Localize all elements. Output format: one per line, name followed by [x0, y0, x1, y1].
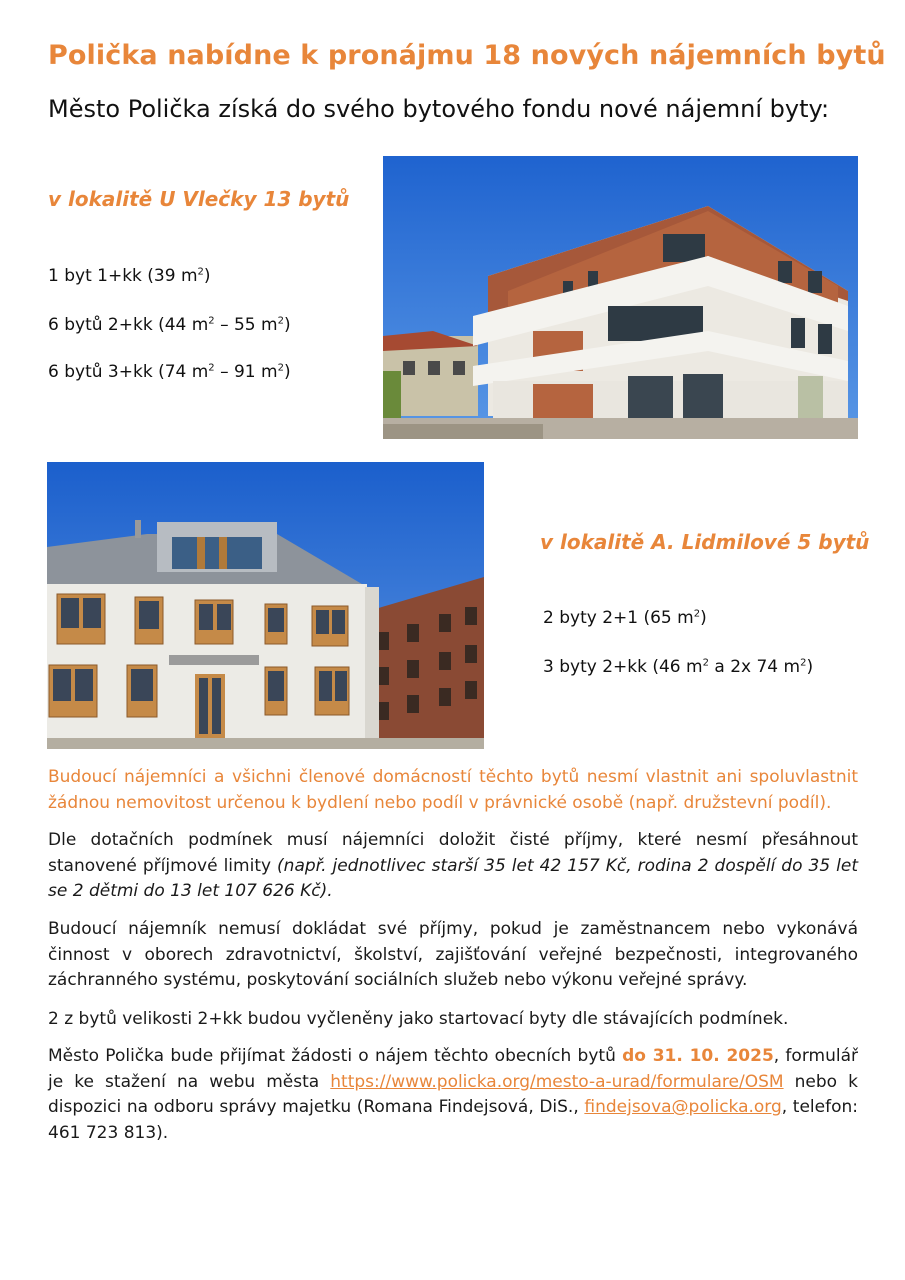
item-text: ) — [700, 608, 707, 628]
location1-item — [48, 315, 291, 335]
ownership-condition: Budoucí nájemníci a všichni členové domácností těchto bytů nesmí vlastnit ani spoluvlastnit žádnou nemovitost určenou k bydlení nebo podíl v právnické osobě (např. družstevní podíl). — [48, 767, 858, 813]
location2-item — [543, 608, 707, 628]
application-info — [48, 1044, 858, 1146]
item-text: 6 bytů 2+kk (44 m — [48, 315, 209, 335]
item-text: – 91 m — [214, 362, 278, 382]
item-sup: 2 — [693, 608, 701, 620]
location2-heading: v lokalitě A. Lidmilové 5 bytů — [540, 530, 870, 554]
form-download-link[interactable]: https://www.policka.org/mesto-a-urad/formulare/OSM — [330, 1071, 784, 1092]
item-text: – 55 m — [214, 315, 278, 335]
income-limits — [48, 828, 858, 905]
starter-flats-note: 2 z bytů velikosti 2+kk budou vyčleněny jako startovací byty dle stávajících podmínek. — [48, 1009, 789, 1029]
item-sup: 2 — [277, 315, 284, 327]
application-text: , formulář je ke stažení na webu města — [48, 1046, 858, 1092]
item-text: 1 byt 1+kk (39 m — [48, 266, 198, 286]
item-sup: 2 — [702, 657, 709, 669]
income-limits-example: (např. jednotlivec starší 35 let 42 157 Kč, rodina 2 dospělí do 35 let se 2 dětmi do 13 let 107 626 Kč). — [48, 855, 858, 901]
income-exemption: Budoucí nájemník nemusí dokládat své příjmy, pokud je zaměstnancem nebo vykonává činnost v oborech zdravotnictví, školství, zajišťování veřejné bezpečnosti, integrovaného záchranného systému, poskytování sociálních služeb nebo výkonu veřejné správy. — [48, 919, 858, 990]
item-sup: 2 — [208, 362, 215, 374]
location1-item — [48, 266, 211, 286]
page-title: Polička nabídne k pronájmu 18 nových nájemních bytů — [48, 40, 886, 71]
item-text: 6 bytů 3+kk (74 m — [48, 362, 209, 382]
building-photo-lidmilove — [47, 462, 484, 749]
income-limits-text: Dle dotačních podmínek musí nájemníci doložit čisté příjmy, které nesmí přesáhnout stanovené příjmové limity — [48, 830, 858, 876]
item-sup: 2 — [197, 266, 204, 278]
location1-item — [48, 362, 291, 382]
item-sup: 2 — [208, 315, 215, 327]
item-text: a 2x 74 m — [708, 657, 801, 677]
page-subtitle: Město Polička získá do svého bytového fondu nové nájemní byty: — [48, 95, 830, 123]
contact-email-link[interactable]: findejsova@policka.org — [584, 1097, 782, 1117]
location1-heading: v lokalitě U Vlečky 13 bytů — [48, 187, 350, 211]
item-text: 3 byty 2+kk (46 m — [543, 657, 703, 677]
item-text: 2 byty 2+1 (65 m — [543, 608, 694, 628]
item-sup: 2 — [800, 657, 807, 669]
item-text: ) — [283, 362, 291, 382]
item-text: ) — [806, 657, 814, 677]
application-text: Město Polička bude přijímat žádosti o nájem těchto obecních bytů — [48, 1046, 623, 1066]
item-text: ) — [203, 266, 211, 286]
application-text: nebo k dispozici na odboru správy majetku (Romana Findejsová, DiS., — [48, 1071, 859, 1117]
item-sup: 2 — [277, 362, 284, 374]
application-text: , telefon: 461 723 813). — [48, 1097, 858, 1143]
item-text: ) — [283, 315, 291, 335]
location2-item — [543, 657, 813, 677]
building-photo-u-vlecky — [383, 156, 858, 439]
deadline-date: do 31. 10. 2025 — [622, 1046, 774, 1066]
